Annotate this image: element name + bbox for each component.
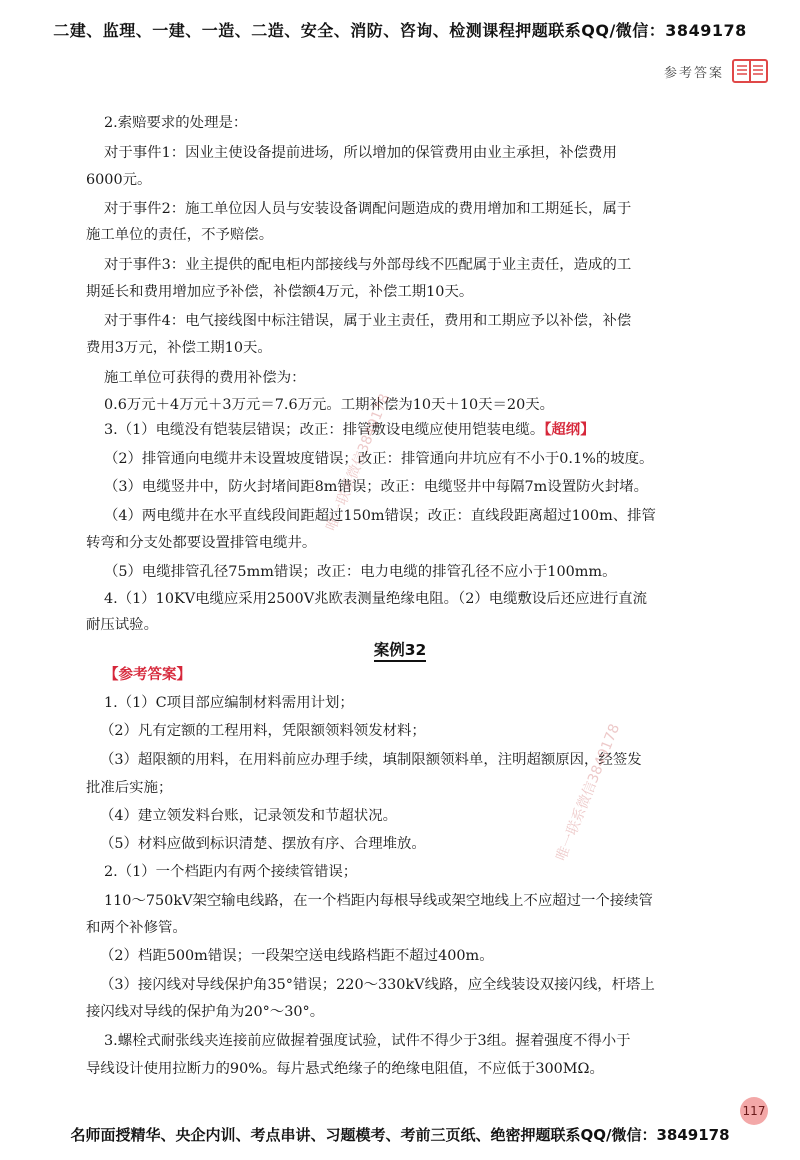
paragraph: 费用3万元，补偿工期10天。 [86, 340, 272, 356]
case-title-text: 案例32 [374, 641, 427, 662]
reference-answer-label: 【参考答案】 [104, 667, 191, 683]
paragraph: （2）排管通向电缆井未设置坡度错误；改正：排管通向井坑应有不小于0.1%的坡度。 [104, 451, 654, 467]
paragraph: 0.6万元＋4万元＋3万元＝7.6万元。工期补偿为10天＋10天＝20天。 [104, 397, 555, 413]
footer-banner: 名师面授精华、央企内训、考点串讲、习题模考、考前三页纸、绝密押题联系QQ/微信：3849178 [70, 1126, 730, 1144]
paragraph: 6000元。 [86, 172, 152, 188]
paragraph: （3）接闪线对导线保护角35°错误；220～330kV线路，应全线装设双接闪线，杆塔上 [100, 977, 655, 993]
paragraph: 批准后实施； [86, 780, 173, 796]
paragraph: （4）建立领发料台账，记录领发和节超状况。 [100, 808, 397, 824]
watermark: 唯一联系微信3849178 [323, 391, 394, 534]
paragraph: 2.（1）一个档距内有两个接续管错误； [104, 864, 358, 880]
paragraph: 对于事件3：业主提供的配电柜内部接线与外部母线不匹配属于业主责任，造成的工 [104, 257, 632, 273]
paragraph: 施工单位可获得的费用补偿为： [104, 370, 306, 386]
paragraph: 和两个补修管。 [86, 920, 187, 936]
paragraph: （2）档距500m错误；一段架空送电线路档距不超过400m。 [100, 948, 494, 964]
paragraph: 3.螺栓式耐张线夹连接前应做握着强度试验，试件不得少于3组。握着强度不得小于 [104, 1033, 631, 1049]
paragraph: 2.索赔要求的处理是： [104, 115, 248, 131]
paragraph: 对于事件4：电气接线图中标注错误，属于业主责任，费用和工期应予以补偿，补偿 [104, 313, 632, 329]
watermark: 唯一联系微信3849178 [553, 721, 624, 864]
paragraph: （5）电缆排管孔径75mm错误；改正：电力电缆的排管孔径不应小于100mm。 [104, 564, 617, 580]
paragraph: （3）电缆竖井中，防火封堵间距8m错误；改正：电缆竖井中每隔7m设置防火封堵。 [104, 479, 649, 495]
paragraph: （5）材料应做到标识清楚、摆放有序、合理堆放。 [100, 836, 426, 852]
paragraph: （3）超限额的用料，在用料前应办理手续，填制限额领料单，注明超额原因，经签发 [100, 752, 642, 768]
paragraph: 施工单位的责任，不予赔偿。 [86, 227, 274, 243]
paragraph [104, 415, 724, 445]
paragraph: （2）凡有定额的工程用料，凭限额领料领发材料； [100, 723, 426, 739]
section-tag-label: 参考答案 [663, 65, 724, 81]
paragraph: 对于事件1：因业主使设备提前进场，所以增加的保管费用由业主承担，补偿费用 [104, 145, 617, 161]
case-title [0, 638, 800, 660]
header-banner: 二建、监理、一建、一造、二造、安全、消防、咨询、检测课程押题联系QQ/微信：3849178 [53, 21, 747, 40]
paragraph: 1.（1）C项目部应编制材料需用计划； [104, 695, 354, 711]
page-number: 117 [740, 1097, 768, 1125]
paragraph: 耐压试验。 [86, 617, 158, 633]
paragraph: 4.（1）10KV电缆应采用2500V兆欧表测量绝缘电阻。（2）电缆敷设后还应进行直流 [104, 591, 648, 607]
paragraph: 期延长和费用增加应予补偿，补偿额4万元，补偿工期10天。 [86, 284, 474, 300]
book-icon [732, 58, 768, 84]
section-tag [664, 58, 768, 84]
paragraph: 导线设计使用拉断力的90%。每片悬式绝缘子的绝缘电阻值，不应低于300MΩ。 [86, 1061, 604, 1077]
paragraph: （4）两电缆井在水平直线段间距超过150m错误；改正：直线段距离超过100m、排管 [104, 508, 656, 524]
paragraph: 110～750kV架空输电线路，在一个档距内每根导线或架空地线上不应超过一个接续管 [104, 893, 653, 909]
paragraph: 对于事件2：施工单位因人员与安装设备调配问题造成的费用增加和工期延长，属于 [104, 201, 632, 217]
paragraph-text: 3.（1）电缆没有铠装层错误；改正：排管敷设电缆应使用铠装电缆。 [104, 422, 545, 438]
out-of-syllabus-tag: 【超纲】 [544, 421, 595, 438]
paragraph: 接闪线对导线的保护角为20°～30°。 [86, 1004, 325, 1020]
paragraph: 转弯和分支处都要设置排管电缆井。 [86, 535, 317, 551]
